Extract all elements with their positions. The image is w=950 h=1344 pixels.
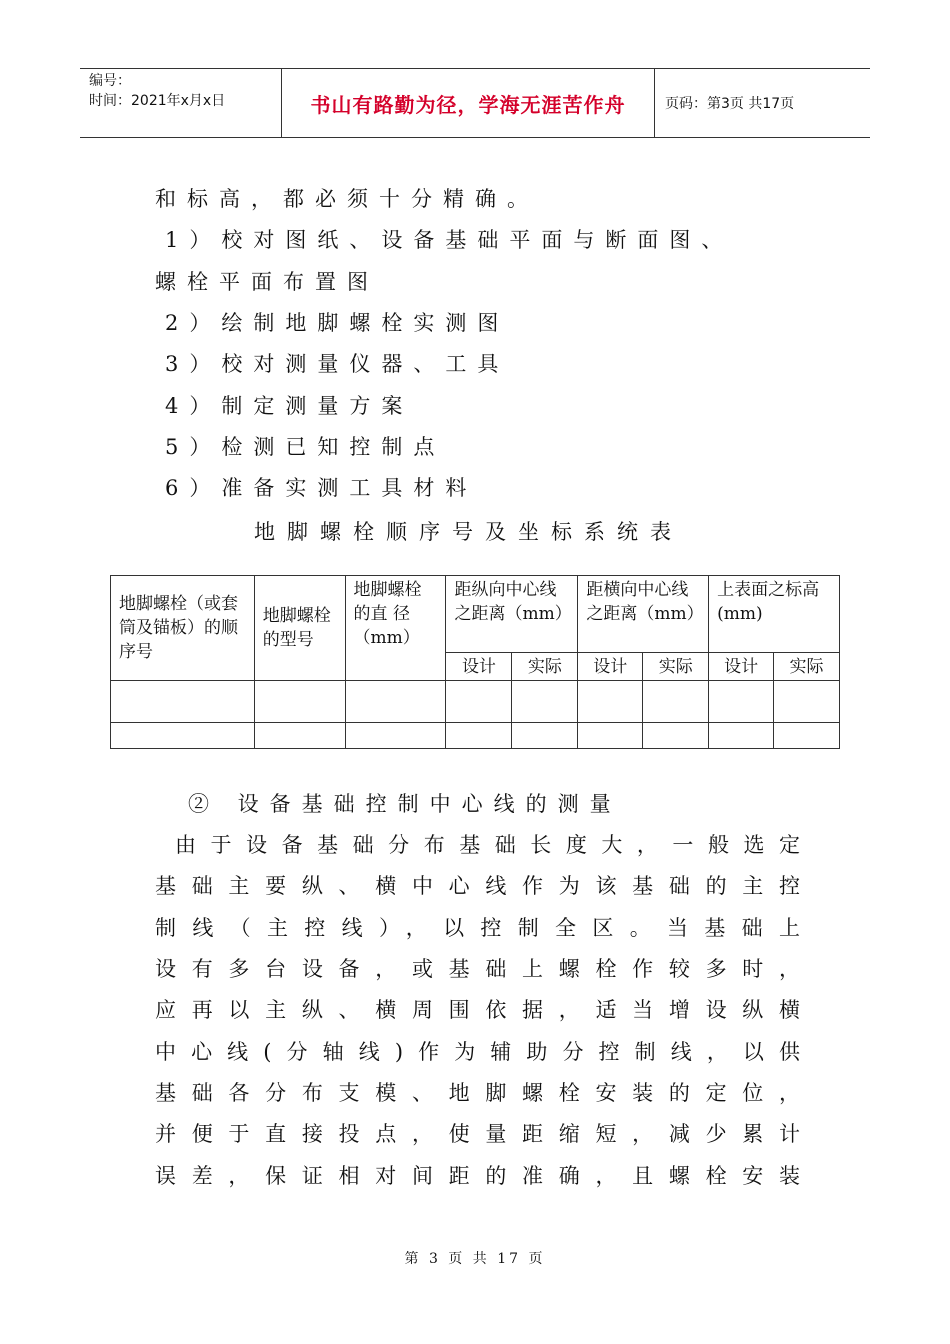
header-cell-model: 地脚螺栓的型号 [254,576,345,681]
number-label: 编号： [89,73,131,89]
subheader-actual: 实际 [774,653,840,681]
paragraph-line: 设有多台设备，或基础上螺栓作较多时， [155,957,800,981]
header-motto: 书山有路勤为径，学海无涯苦作舟 [282,69,655,137]
body-line: 5）检测已知控制点 [165,435,446,459]
paragraph-line: 中心线(分轴线)作为辅助分控制线，以供 [155,1040,800,1064]
section-heading: ② 设备基础控制中心线的测量 [188,792,622,816]
body-line: 1）校对图纸、设备基础平面与断面图、 [165,228,734,252]
body-line: 2）绘制地脚螺栓实测图 [165,311,510,335]
paragraph-line: 基础各分布支模、地脚螺栓安装的定位， [155,1081,800,1105]
header-cell-sequence: 地脚螺栓（或套筒及锚板）的顺序号 [111,576,255,681]
body-line: 3）校对测量仪器、工具 [165,352,510,376]
header-meta [80,69,282,137]
paragraph-line: 制线（主控线），以控制全区。当基础上 [155,916,800,940]
subheader-actual: 实际 [512,653,578,681]
page-footer: 第 3 页 共 17 页 [404,1251,546,1267]
header-page-info: 页码：第3页 共17页 [665,96,795,112]
table-row [111,723,840,749]
paragraph-line: 由于设备基础分布基础长度大，一般选定 [175,833,800,857]
header-cell-transverse: 距横向中心线之距离（mm） [578,576,709,653]
body-line: 6）准备实测工具材料 [165,476,478,500]
header-cell-elevation: 上表面之标高(mm) [709,576,840,653]
time-label: 时间：2021年x月x日 [89,93,226,109]
subheader-design: 设计 [578,653,643,681]
paragraph-line: 误差，保证相对间距的准确，且螺栓安装 [155,1164,800,1188]
subheader-design: 设计 [446,653,512,681]
paragraph-line: 并便于直接投点，使量距缩短，减少累计 [155,1122,800,1146]
subheader-actual: 实际 [643,653,709,681]
anchor-bolt-table [110,575,840,749]
table-row [111,681,840,723]
body-line: 螺栓平面布置图 [155,270,379,294]
paragraph-line: 应再以主纵、横周围依据，适当增设纵横 [155,998,800,1022]
header-cell-diameter: 地脚螺栓的直 径（mm） [345,576,446,681]
paragraph-line: 基础主要纵、横中心线作为该基础的主控 [155,874,800,898]
header-cell-longitudinal: 距纵向中心线之距离（mm） [446,576,578,653]
page-header [80,68,870,138]
table-title: 地脚螺栓顺序号及坐标系统表 [254,520,683,544]
body-line: 4）制定测量方案 [165,394,414,418]
body-line: 和标高，都必须十分精确。 [155,187,539,211]
subheader-design: 设计 [709,653,774,681]
